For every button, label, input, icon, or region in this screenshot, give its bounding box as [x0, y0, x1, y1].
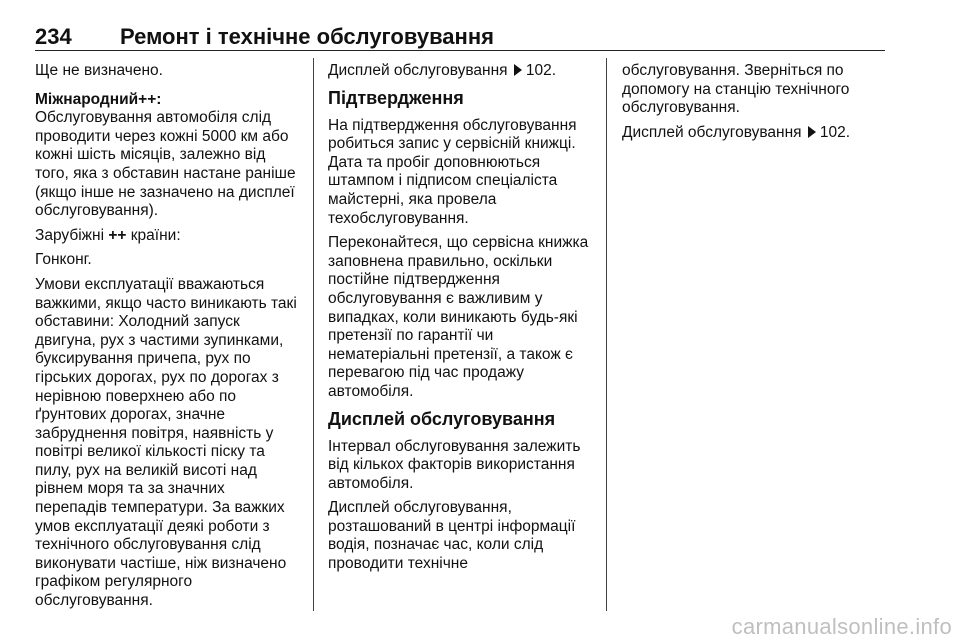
column-divider-1 — [313, 58, 314, 611]
confirmation-heading: Підтвердження — [328, 87, 464, 108]
confirmation-text: На підтвердження обслуговування робиться запис у сервісній книжці. Дата та пробіг доповнюються штампом і підписом спеціаліста майстерні, яка провела техобслуговування. — [328, 116, 577, 227]
foreign-countries-text — [35, 227, 297, 246]
service-book-text: Переконайтеся, що сервісна книжка заповнена правильно, оскільки постійне підтвердження обслуговування є важливим у випадках, коли виникають будь-які претензії по гарантії чи нематеріальні претензії, а також є перевагою під час продажу автомобіля. — [328, 234, 589, 400]
column-1 — [35, 62, 297, 617]
contact-workshop-text: обслуговування. Зверніться по допомогу на станцію технічного обслуговування. — [622, 62, 850, 117]
interval-factors-text: Інтервал обслуговування залежить від кількох факторів використання автомобіля. — [328, 437, 581, 492]
column-3 — [622, 62, 884, 148]
plus-marker: ++ — [108, 226, 127, 244]
page-reference-arrow-icon — [514, 64, 522, 76]
hong-kong-text: Гонконг. — [35, 251, 92, 269]
service-display-location-text: Дисплей обслуговування, розташований в центрі інформації водія, позначає час, коли слід проводити технічне — [328, 499, 576, 573]
section-title: Ремонт і технічне обслуговування — [120, 24, 494, 49]
foreign-countries-label: Зарубіжні — [35, 226, 109, 244]
header-rule — [35, 50, 885, 51]
service-interval-text: Обслуговування автомобіля слід проводити через кожні 5000 км або кожні шість місяців, залежно від того, яка з обставин настане раніше (якщо інше не зазначено на дисплеї обслуговування). — [35, 109, 296, 220]
not-defined-text: Ще не визначено. — [35, 62, 163, 79]
page-header — [35, 24, 885, 50]
page-number: 234 — [35, 24, 72, 49]
column-divider-2 — [606, 58, 607, 611]
watermark: carmanualsonline.info — [731, 614, 952, 639]
service-display-ref — [328, 62, 590, 81]
service-display-ref-text-2: Дисплей обслуговування — [622, 123, 806, 141]
service-display-ref-2 — [622, 124, 884, 143]
page-ref-link[interactable]: 102. — [525, 62, 557, 79]
international-heading: Міжнародний++: — [35, 90, 162, 108]
column-2 — [328, 62, 590, 580]
page-ref-link-2[interactable]: 102. — [819, 123, 851, 141]
page-reference-arrow-icon — [808, 126, 816, 138]
service-display-heading: Дисплей обслуговування — [328, 408, 556, 429]
service-display-ref-text: Дисплей обслуговування — [328, 62, 512, 79]
countries-label: країни: — [126, 226, 181, 244]
severe-conditions-text: Умови експлуатації вважаються важкими, якщо часто виникають такі обставини: Холодний запуск двигуна, рух з частими зупинками, буксирування причепа, рух по гірських дорогах, рух по дорогах з нерівною поверхнею або по ґрунтових дорогах, значне забруднення повітря, наявність у повітрі великої кількості піску та пилу, рух на великій висоті над рівнем моря та за значних перепадів температури. За важких умов експлуатації деякі роботи з технічного обслуговування слід виконувати частіше, ніж визначено графіком регулярного обслуговування. — [35, 275, 297, 610]
